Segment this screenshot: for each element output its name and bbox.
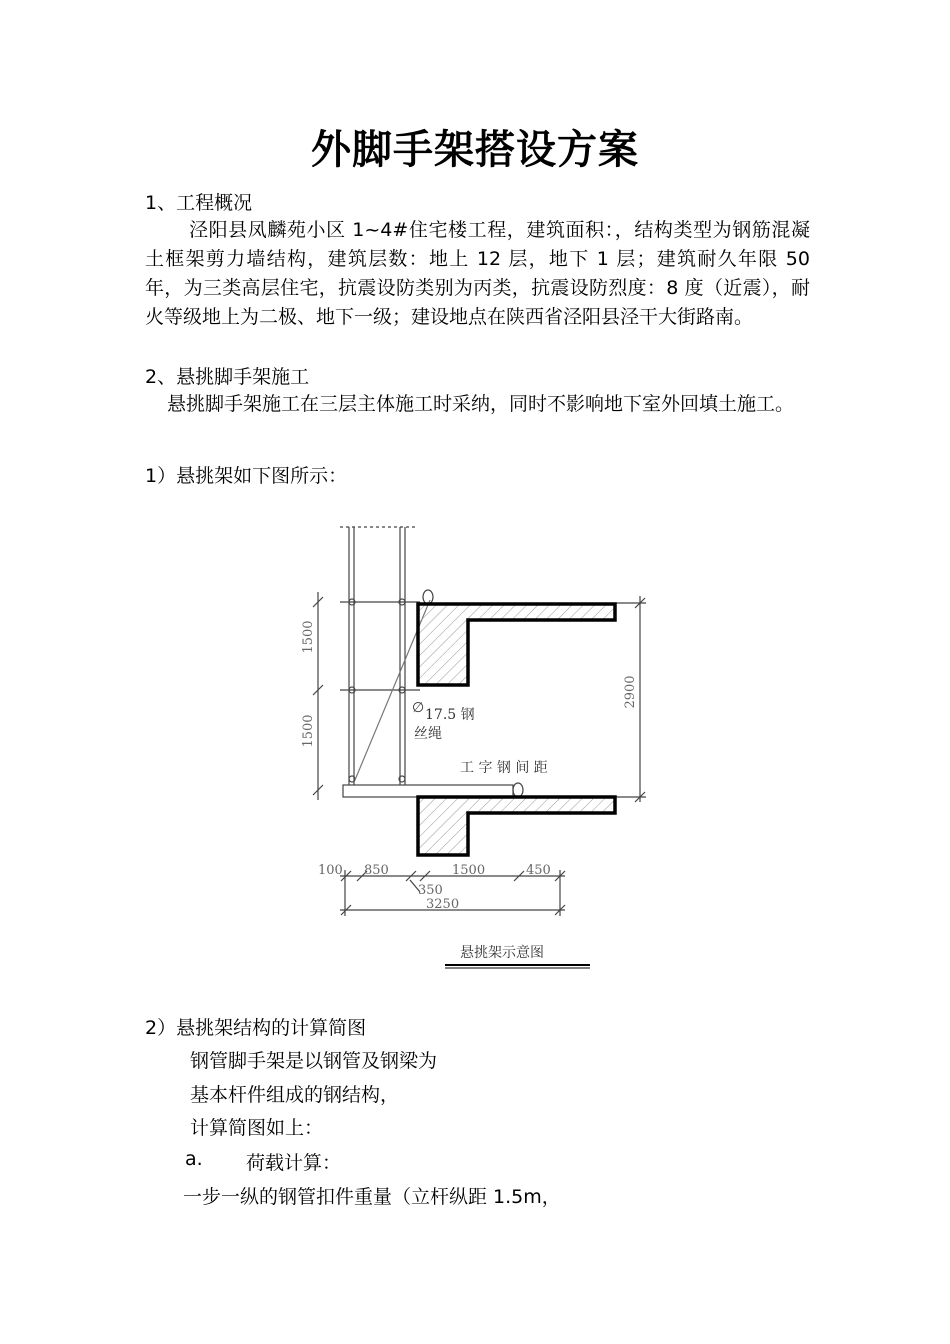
diameter-symbol: ∅ xyxy=(412,700,425,716)
dim-350: 350 xyxy=(418,883,443,898)
dim-450: 450 xyxy=(526,863,551,878)
section-heading-cantilever: 2、悬挑脚手架施工 xyxy=(145,366,310,388)
body-line-1: 钢管脚手架是以钢管及钢梁为 xyxy=(190,1050,438,1072)
last-line: 一步一纵的钢管扣件重量（立杆纵距 1.5m， xyxy=(183,1186,561,1208)
cantilever-steel-beam xyxy=(343,785,513,797)
figure-caption: 悬挑架示意图 xyxy=(460,945,544,961)
cantilever-paragraph: 悬挑脚手架施工在三层主体施工时采纳，同时不影响地下室外回填土施工。 xyxy=(167,393,795,415)
dim-2900: 2900 xyxy=(623,675,638,709)
sub-item-a-text: 荷载计算： xyxy=(246,1152,342,1174)
rope-label-line1: 17.5 钢 xyxy=(425,707,475,723)
dim-3250: 3250 xyxy=(426,897,460,912)
dim-850: 850 xyxy=(364,863,389,878)
page-title: 外脚手架搭设方案 xyxy=(311,126,639,173)
upper-floor-slab xyxy=(418,604,615,685)
dim-1500-lower: 1500 xyxy=(301,714,316,748)
figure-intro-item: 1）悬挑架如下图所示： xyxy=(145,465,348,487)
overview-paragraph: 泾阳县凤麟苑小区 1~4#住宅楼工程，建筑面积：，结构类型为钢筋混凝土框架剪力墙结构，建筑层数：地上 12 层，地下 1 层；建筑耐久年限 50 年，为三类高层住宅，抗震设防类别为丙类，抗震设防烈度：8 度（近震），耐火等级地上为二极、地下一级；建设地点在陕西省泾阳县泾干大街路南。 xyxy=(145,219,810,328)
section-heading-overview: 1、工程概况 xyxy=(145,192,253,214)
sub-item-a-marker: a. xyxy=(185,1148,203,1170)
body-line-3: 计算简图如上： xyxy=(190,1117,324,1139)
dim-1500-upper: 1500 xyxy=(301,620,316,654)
lower-floor-slab xyxy=(418,797,615,855)
calc-diagram-item: 2）悬挑架结构的计算简图 xyxy=(145,1017,367,1039)
beam-spacing-label: 工 字 钢 间 距 xyxy=(460,760,548,776)
rope-label-line2: 丝绳 xyxy=(414,726,442,742)
dim-100: 100 xyxy=(318,863,343,878)
dim-1500-bottom: 1500 xyxy=(452,863,486,878)
body-line-2: 基本杆件组成的钢结构， xyxy=(190,1084,400,1106)
